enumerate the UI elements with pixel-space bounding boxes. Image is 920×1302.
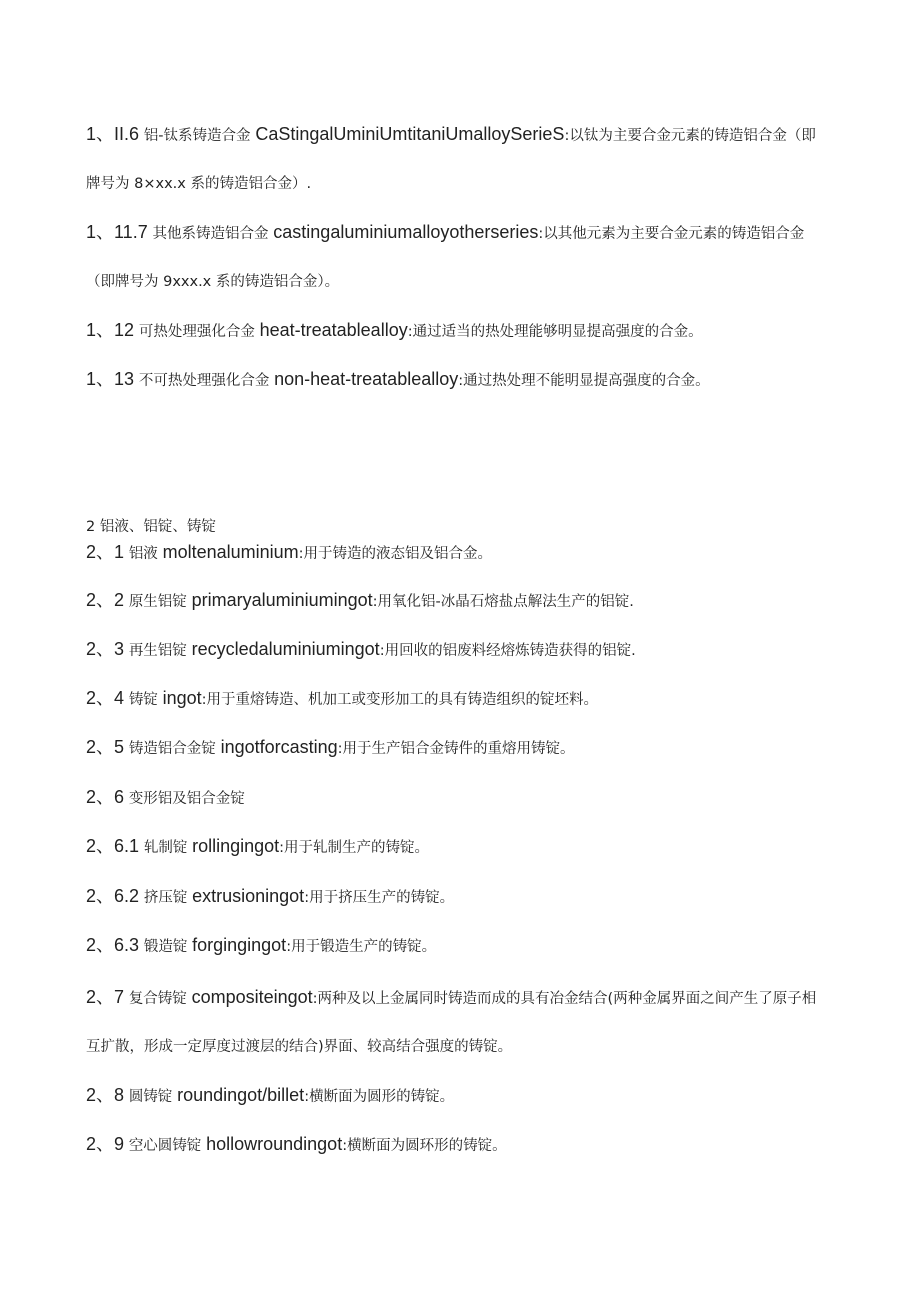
term-english-name: CaStingalUminiUmtitaniUmalloySerieS (255, 124, 565, 144)
term-1-11-6-continued (86, 159, 876, 209)
term-definition: :两种及以上金属同时铸造而成的具有冶金结合(两种金属界面之间产生了原子相 (312, 991, 817, 1007)
term-2-8 (86, 1071, 876, 1122)
term-2-5 (86, 723, 876, 774)
term-english-name: ingotforcasting (220, 737, 338, 757)
term-chinese-name: 铝液 (128, 546, 158, 562)
term-2-7 (86, 973, 876, 1024)
term-english-name: non-heat-treatablealloy (274, 369, 459, 389)
term-number: 2、6.3 (86, 935, 140, 955)
term-chinese-name: 锻造锭 (143, 939, 188, 955)
term-english-name: forgingingot (192, 935, 287, 955)
term-number: 2、2 (86, 590, 125, 610)
term-definition: :用于挤压生产的铸锭。 (304, 890, 455, 906)
term-number: 2、6.2 (86, 886, 140, 906)
term-number: 2、6.1 (86, 836, 140, 856)
term-definition: :以钛为主要合金元素的铸造铝合金（即 (564, 128, 816, 144)
term-definition: :用于生产铝合金铸件的重熔用铸锭。 (337, 741, 575, 757)
term-2-2 (86, 576, 876, 627)
term-chinese-name: 其他系铸造铝合金 (152, 226, 269, 242)
term-definition: （即牌号为 9xxx.x 系的铸造铝合金）。 (86, 274, 340, 290)
term-definition: 互扩散，形成一定厚度过渡层的结合)界面、较高结合强度的铸锭。 (86, 1039, 513, 1055)
term-2-9 (86, 1120, 876, 1171)
term-english-name: castingaluminiumalloyotherseries (273, 222, 539, 242)
term-chinese-name: 轧制锭 (143, 840, 188, 856)
section-2-heading: 2 铝液、铝锭、铸锭 (86, 519, 216, 535)
term-chinese-name: 空心圆铸锭 (128, 1138, 202, 1154)
term-1-12 (86, 306, 876, 357)
term-definition: :用于铸造的液态铝及铝合金。 (298, 546, 493, 562)
term-1-11-6 (86, 110, 876, 161)
term-number: 2、7 (86, 987, 125, 1007)
term-english-name: extrusioningot (192, 886, 305, 906)
term-1-13 (86, 355, 876, 406)
term-1-11-7 (86, 208, 876, 259)
term-english-name: heat-treatablealloy (259, 320, 408, 340)
term-definition: :通过热处理不能明显提高强度的合金。 (458, 373, 710, 389)
term-definition: :用于轧制生产的铸锭。 (279, 840, 430, 856)
term-number: 2、6 (86, 787, 125, 807)
term-number: 2、1 (86, 542, 125, 562)
term-chinese-name: 圆铸锭 (128, 1089, 173, 1105)
term-definition: :用于重熔铸造、机加工或变形加工的具有铸造组织的锭坯料。 (201, 692, 599, 708)
term-number: 2、4 (86, 688, 125, 708)
term-definition: 牌号为 8×xx.x 系的铸造铝合金）. (86, 176, 312, 192)
term-2-6-1 (86, 822, 876, 873)
term-number: 1、II.6 (86, 124, 140, 144)
term-definition: :横断面为圆形的铸锭。 (304, 1089, 455, 1105)
term-english-name: roundingot/billet (177, 1085, 305, 1105)
term-number: 1、13 (86, 369, 135, 389)
term-chinese-name: 挤压锭 (143, 890, 188, 906)
term-chinese-name: 可热处理强化合金 (138, 324, 255, 340)
term-number: 2、8 (86, 1085, 125, 1105)
term-2-1 (86, 528, 876, 579)
term-definition: :用于锻造生产的铸锭。 (286, 939, 437, 955)
term-chinese-name: 铝-钛系铸造合金 (143, 128, 251, 144)
term-english-name: compositeingot (191, 987, 313, 1007)
term-2-3 (86, 625, 876, 676)
term-chinese-name: 原生铝锭 (128, 594, 187, 610)
term-chinese-name: 复合铸锭 (128, 991, 187, 1007)
term-chinese-name: 不可热处理强化合金 (138, 373, 270, 389)
term-2-6-2 (86, 872, 876, 923)
term-2-6-3 (86, 921, 876, 972)
term-chinese-name: 变形铝及铝合金锭 (128, 791, 245, 807)
term-number: 2、3 (86, 639, 125, 659)
term-2-4 (86, 674, 876, 725)
term-english-name: moltenaluminium (162, 542, 299, 562)
term-english-name: recycledaluminiumingot (191, 639, 380, 659)
term-english-name: rollingingot (192, 836, 280, 856)
term-number: 1、11.7 (86, 222, 148, 242)
term-2-6 (86, 773, 876, 824)
term-definition: :用回收的铝废料经熔炼铸造获得的铝锭. (379, 643, 636, 659)
term-definition: :横断面为圆环形的铸锭。 (342, 1138, 507, 1154)
term-english-name: hollowroundingot (206, 1134, 343, 1154)
term-definition: :以其他元素为主要合金元素的铸造铝合金 (538, 226, 805, 242)
term-english-name: ingot (162, 688, 202, 708)
term-english-name: primaryaluminiumingot (191, 590, 373, 610)
term-number: 1、12 (86, 320, 135, 340)
term-definition: :用氧化铝-冰晶石熔盐点解法生产的铝锭. (372, 594, 634, 610)
term-chinese-name: 铸锭 (128, 692, 158, 708)
term-definition: :通过适当的热处理能够明显提高强度的合金。 (407, 324, 703, 340)
term-1-11-7-continued (86, 257, 876, 307)
term-number: 2、9 (86, 1134, 125, 1154)
term-number: 2、5 (86, 737, 125, 757)
term-2-7-continued (86, 1022, 876, 1072)
term-chinese-name: 再生铝锭 (128, 643, 187, 659)
term-chinese-name: 铸造铝合金锭 (128, 741, 216, 757)
